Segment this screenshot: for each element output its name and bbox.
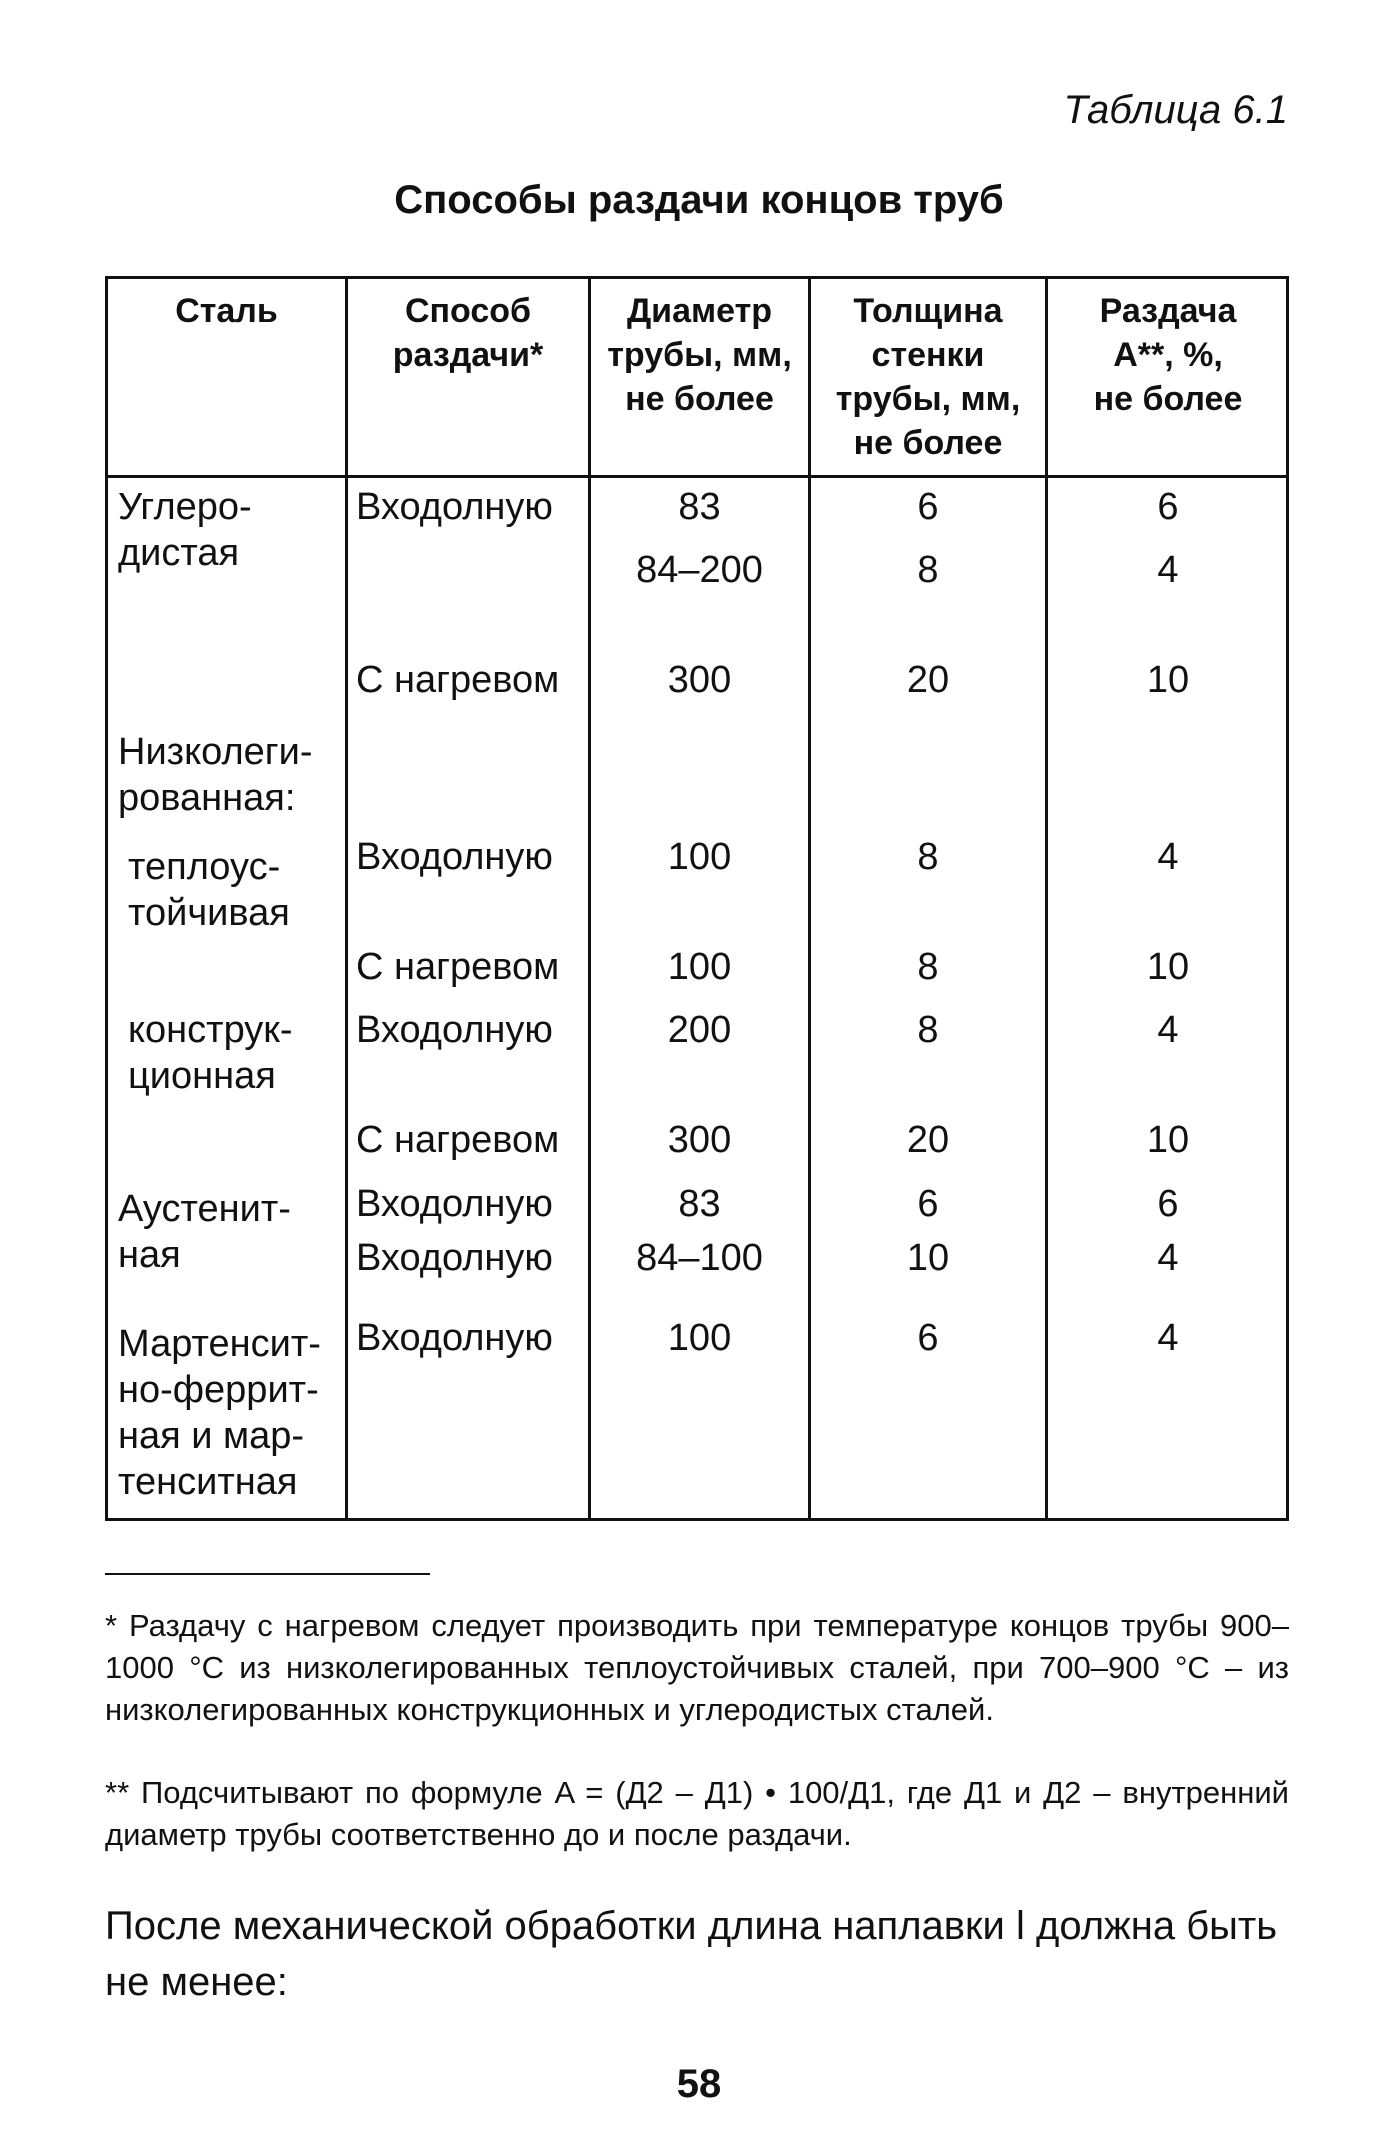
column-header-expansion: Раздача A**, %, не более: [1093, 292, 1243, 418]
page-number: 58: [676, 2062, 722, 2106]
thickness-cell: 8: [917, 836, 939, 878]
diameter-cell: 84–200: [636, 549, 763, 591]
expansion-cell: 4: [1157, 836, 1179, 878]
footnote-formula: ** Подсчитывают по формуле A = (Д2 – Д1) • 100/Д1, где Д1 и Д2 – внутренний диаметр трубы соответственно до и после раздачи.: [105, 1775, 1289, 1852]
footnote-separator: [105, 1573, 430, 1575]
method-cell: Входолную: [356, 1183, 553, 1225]
expansion-cell: 4: [1157, 1317, 1179, 1359]
method-cell: Входолную: [356, 1317, 553, 1359]
method-cell: Входолную: [356, 1009, 553, 1051]
table-title: Способы раздачи концов труб: [394, 178, 1004, 222]
steel-carbon: Углеро- дистая: [118, 486, 252, 574]
footnote-heating: * Раздачу с нагревом следует производить при температуре концов трубы 900–1000 °С из низколегированных теплоустойчивых сталей, при 700–900 °С – из низколегированных конструкционных и углеродистых сталей.: [105, 1608, 1289, 1727]
diameter-cell: 84–100: [636, 1237, 763, 1279]
expansion-cell: 6: [1157, 1183, 1179, 1225]
thickness-cell: 6: [917, 486, 939, 528]
body-paragraph: После механической обработки длина наплавки l должна быть не менее:: [105, 1904, 1278, 2004]
expansion-cell: 10: [1146, 1119, 1190, 1161]
method-cell: С нагревом: [356, 1119, 560, 1161]
steel-heat-resistant: теплоус- тойчивая: [128, 846, 290, 934]
steel-austenitic: Аустенит- ная: [118, 1188, 291, 1276]
thickness-cell: 20: [906, 659, 950, 701]
steel-low-alloy: Низколеги- рованная:: [118, 731, 313, 819]
thickness-cell: 6: [917, 1183, 939, 1225]
method-cell: С нагревом: [356, 946, 560, 988]
diameter-cell: 100: [667, 836, 732, 878]
header-divider: [108, 475, 1286, 478]
method-cell: Входолную: [356, 1237, 553, 1279]
steel-structural: конструк- ционная: [128, 1009, 293, 1097]
diameter-cell: 300: [667, 659, 732, 701]
thickness-cell: 8: [917, 1009, 939, 1051]
expansion-cell: 4: [1157, 549, 1179, 591]
diameter-cell: 83: [678, 486, 721, 528]
method-cell: Входолную: [356, 836, 553, 878]
thickness-cell: 6: [917, 1317, 939, 1359]
expansion-cell: 4: [1157, 1009, 1179, 1051]
expansion-cell: 4: [1157, 1237, 1179, 1279]
table-number: Таблица 6.1: [1063, 88, 1288, 132]
column-header-thickness: Толщина стенки трубы, мм, не более: [835, 292, 1021, 462]
expansion-cell: 10: [1146, 946, 1190, 988]
thickness-cell: 20: [906, 1119, 950, 1161]
diameter-cell: 100: [667, 1317, 732, 1359]
expansion-cell: 6: [1157, 486, 1179, 528]
expansion-methods-table: [105, 276, 1289, 1521]
method-cell: Входолную: [356, 486, 553, 528]
diameter-cell: 300: [667, 1119, 732, 1161]
column-divider: [345, 279, 348, 1518]
diameter-cell: 100: [667, 946, 732, 988]
thickness-cell: 8: [917, 549, 939, 591]
method-cell: С нагревом: [356, 659, 560, 701]
column-header-steel: Сталь: [175, 292, 278, 330]
column-header-diameter: Диаметр трубы, мм, не более: [607, 292, 792, 418]
thickness-cell: 8: [917, 946, 939, 988]
column-header-method: Способ раздачи*: [392, 292, 544, 374]
steel-martensitic: Мартенсит- но-феррит- ная и мар- тенситная: [118, 1323, 321, 1503]
expansion-cell: 10: [1146, 659, 1190, 701]
diameter-cell: 200: [667, 1009, 732, 1051]
diameter-cell: 83: [678, 1183, 721, 1225]
thickness-cell: 10: [906, 1237, 950, 1279]
